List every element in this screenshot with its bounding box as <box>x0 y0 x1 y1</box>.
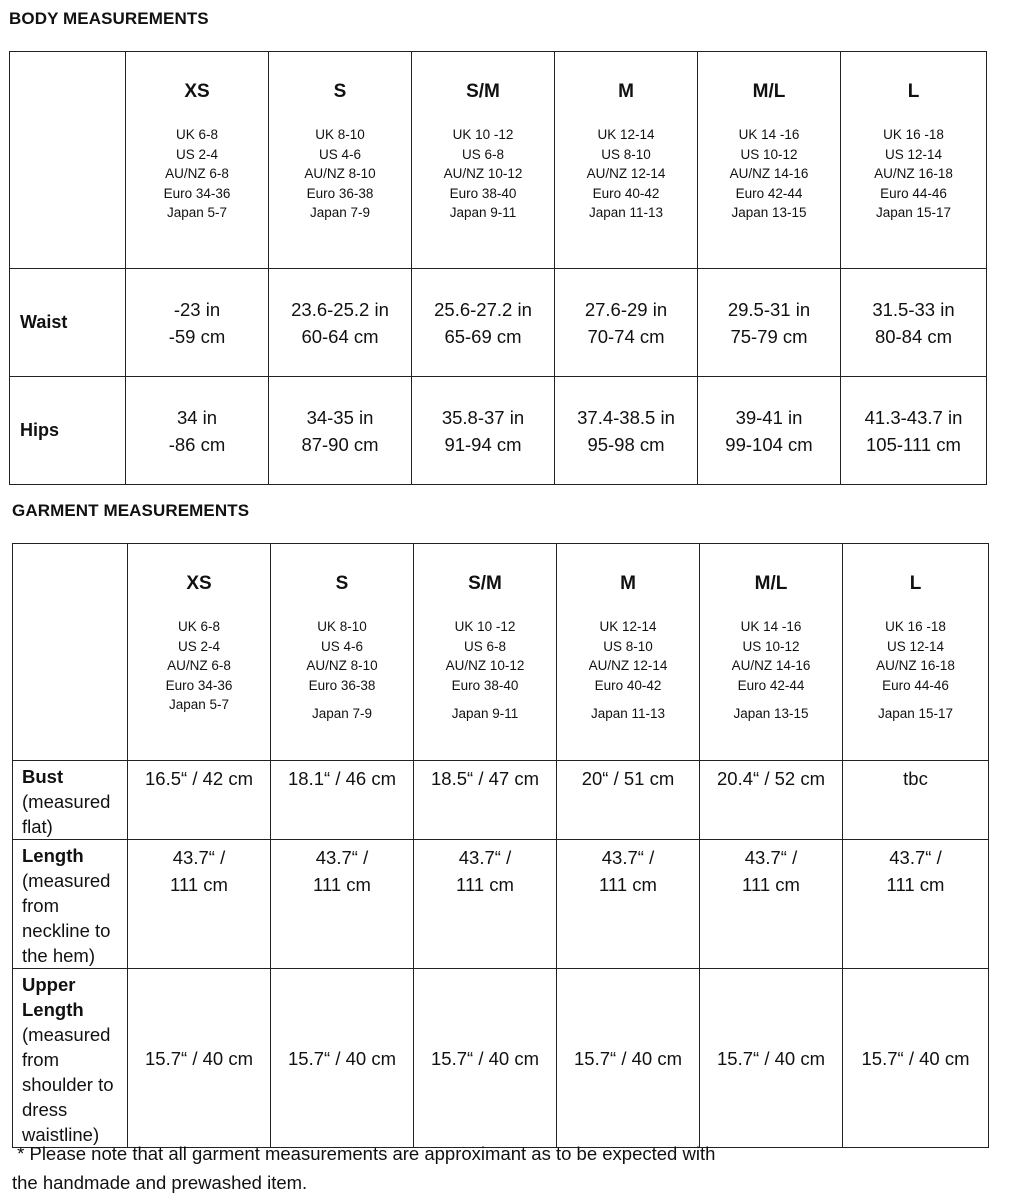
size-label: S/M <box>466 81 500 102</box>
size-column-sm <box>414 544 557 761</box>
value-cm: 99-104 cm <box>725 433 813 455</box>
aunz-size: AU/NZ 16-18 <box>876 658 955 673</box>
empty-corner-cell <box>13 544 128 761</box>
us-size: US 10-12 <box>742 638 800 654</box>
aunz-size: AU/NZ 8-10 <box>306 658 378 673</box>
size-label: S <box>333 81 347 102</box>
uk-size: UK 16 -18 <box>883 127 944 142</box>
size-label: L <box>907 81 920 102</box>
size-column-s <box>269 52 412 269</box>
value-line: 43.7“ / <box>744 847 798 868</box>
table-cell: 15.7“ / 40 cm <box>271 969 414 1148</box>
aunz-size: AU/NZ 12-14 <box>588 658 668 673</box>
row-label-length <box>13 840 128 969</box>
value-cm: 80-84 cm <box>874 325 953 347</box>
table-cell: tbc <box>843 761 989 840</box>
uk-size: UK 6-8 <box>177 619 221 634</box>
value-in: 29.5-31 in <box>727 298 811 320</box>
value-line: 43.7“ / <box>315 847 369 868</box>
euro-size: Euro 38-40 <box>451 677 519 693</box>
length-note: neckline to <box>22 920 111 941</box>
footnote-line: the handmade and prewashed item. <box>12 1172 308 1193</box>
table-cell: 15.7“ / 40 cm <box>557 969 700 1148</box>
table-cell <box>843 840 989 969</box>
value-line: 111 cm <box>742 874 800 895</box>
size-column-l <box>841 52 987 269</box>
value-line: 111 cm <box>170 874 228 895</box>
upper-length-row <box>13 969 989 1148</box>
value-line: 43.7“ / <box>889 847 942 868</box>
table-cell: 16.5“ / 42 cm <box>128 761 271 840</box>
value-line: 111 cm <box>456 874 514 895</box>
size-label: L <box>909 573 922 594</box>
table-cell <box>841 377 987 485</box>
value-cm: -59 cm <box>168 325 226 347</box>
us-size: US 10-12 <box>740 146 798 162</box>
euro-size: Euro 40-42 <box>592 185 660 201</box>
bust-label: Bust <box>22 766 64 787</box>
value-cm: 95-98 cm <box>587 433 665 455</box>
table-cell <box>698 377 841 485</box>
size-label: XS <box>184 81 210 102</box>
value-cm: 87-90 cm <box>301 433 379 455</box>
upper-length-label: Upper <box>22 974 76 995</box>
row-label-upper-length <box>13 969 128 1148</box>
upper-length-note: shoulder to <box>22 1074 114 1095</box>
table-cell <box>126 377 269 485</box>
euro-size: Euro 42-44 <box>735 185 803 201</box>
table-cell <box>414 840 557 969</box>
table-cell <box>412 269 555 377</box>
uk-size: UK 8-10 <box>315 127 365 142</box>
waist-row <box>10 269 987 377</box>
size-column-xs <box>126 52 269 269</box>
value-in: 23.6-25.2 in <box>291 298 389 320</box>
euro-size: Euro 44-46 <box>882 677 949 693</box>
value-cm: 70-74 cm <box>587 325 665 347</box>
table-cell: 18.5“ / 47 cm <box>414 761 557 840</box>
japan-size: Japan 13-15 <box>731 205 807 220</box>
value-cm: 105-111 cm <box>866 433 961 455</box>
upper-length-note: waistline) <box>22 1124 100 1145</box>
size-label: M/L <box>754 573 788 594</box>
value-line: 111 cm <box>599 874 657 895</box>
us-size: US 12-14 <box>884 146 943 162</box>
aunz-size: AU/NZ 6-8 <box>165 166 229 181</box>
value-line: 43.7“ / <box>458 847 512 868</box>
table-cell: 20.4“ / 52 cm <box>700 761 843 840</box>
japan-size: Japan 11-13 <box>590 706 666 721</box>
value-line: 111 cm <box>886 874 945 895</box>
table-cell: 15.7“ / 40 cm <box>843 969 989 1148</box>
japan-size: Japan 15-17 <box>875 205 952 220</box>
us-size: US 12-14 <box>886 638 945 654</box>
empty-corner-cell <box>10 52 126 269</box>
table-cell <box>557 840 700 969</box>
japan-size: Japan 13-15 <box>733 706 809 721</box>
value-in: 34-35 in <box>306 406 374 428</box>
japan-size: Japan 9-11 <box>449 205 517 220</box>
size-label: XS <box>186 573 212 594</box>
value-line: 43.7“ / <box>601 847 655 868</box>
us-size: US 2-4 <box>177 638 221 654</box>
japan-size: Japan 7-9 <box>309 205 371 220</box>
aunz-size: AU/NZ 14-16 <box>729 166 809 181</box>
euro-size: Euro 36-38 <box>306 185 374 201</box>
size-label: S <box>335 573 349 594</box>
aunz-size: AU/NZ 8-10 <box>304 166 376 181</box>
upper-length-note: from <box>22 1049 59 1070</box>
uk-size: UK 8-10 <box>317 619 367 634</box>
table-cell <box>700 840 843 969</box>
hips-label: Hips <box>20 420 60 440</box>
aunz-size: AU/NZ 10-12 <box>443 166 523 181</box>
table-cell <box>412 377 555 485</box>
uk-size: UK 16 -18 <box>885 619 946 634</box>
size-column-ml <box>698 52 841 269</box>
value-in: 34 in <box>176 406 218 428</box>
bust-note: (measured <box>22 791 111 812</box>
value-cm: 75-79 cm <box>730 325 808 347</box>
value-cm: 65-69 cm <box>444 325 522 347</box>
euro-size: Euro 44-46 <box>880 185 947 201</box>
garment-measurements-title: GARMENT MEASUREMENTS <box>12 501 250 520</box>
uk-size: UK 14 -16 <box>740 619 802 634</box>
uk-size: UK 10 -12 <box>452 127 514 142</box>
japan-size: Japan 15-17 <box>877 706 954 721</box>
row-label-hips <box>10 377 126 485</box>
table-cell <box>126 269 269 377</box>
table-cell <box>271 840 414 969</box>
upper-length-note: (measured <box>22 1024 111 1045</box>
bust-note: flat) <box>22 816 53 837</box>
length-note: the hem) <box>22 945 96 966</box>
upper-length-note: dress <box>22 1099 68 1120</box>
table-cell <box>841 269 987 377</box>
value-in: 31.5-33 in <box>872 298 955 320</box>
japan-size: Japan 7-9 <box>311 706 373 721</box>
size-label: M <box>618 81 634 102</box>
value-in: 37.4-38.5 in <box>577 406 675 428</box>
size-column-m <box>557 544 700 761</box>
aunz-size: AU/NZ 12-14 <box>586 166 666 181</box>
table-cell: 15.7“ / 40 cm <box>128 969 271 1148</box>
length-row <box>13 840 989 969</box>
us-size: US 6-8 <box>461 146 505 162</box>
garment-measurements-table <box>12 543 989 1148</box>
aunz-size: AU/NZ 14-16 <box>731 658 811 673</box>
euro-size: Euro 38-40 <box>449 185 517 201</box>
us-size: US 2-4 <box>175 146 219 162</box>
aunz-size: AU/NZ 6-8 <box>167 658 231 673</box>
uk-size: UK 6-8 <box>175 127 219 142</box>
footnote <box>12 1139 812 1197</box>
euro-size: Euro 42-44 <box>737 677 805 693</box>
body-measurements-table <box>9 51 987 485</box>
size-column-sm <box>412 52 555 269</box>
table-cell: 15.7“ / 40 cm <box>700 969 843 1148</box>
size-label: S/M <box>468 573 502 594</box>
japan-size: Japan 9-11 <box>451 706 519 721</box>
value-in: 27.6-29 in <box>584 298 668 320</box>
size-column-s <box>271 544 414 761</box>
table-cell: 20“ / 51 cm <box>557 761 700 840</box>
value-line: 111 cm <box>313 874 371 895</box>
table-cell <box>269 377 412 485</box>
row-label-waist <box>10 269 126 377</box>
size-label: M/L <box>752 81 786 102</box>
euro-size: Euro 40-42 <box>594 677 662 693</box>
us-size: US 6-8 <box>463 638 507 654</box>
size-column-l <box>843 544 989 761</box>
euro-size: Euro 34-36 <box>165 677 233 693</box>
us-size: US 4-6 <box>318 146 362 162</box>
us-size: US 8-10 <box>601 146 651 162</box>
footnote-line: * Please note that all garment measurements are approximant as to be expected with <box>12 1143 716 1164</box>
euro-size: Euro 36-38 <box>308 677 376 693</box>
japan-size: Japan 11-13 <box>588 205 664 220</box>
value-cm: 91-94 cm <box>444 433 522 455</box>
table-cell <box>555 377 698 485</box>
waist-label: Waist <box>20 312 68 332</box>
table-cell <box>128 840 271 969</box>
size-label: M <box>620 573 636 594</box>
euro-size: Euro 34-36 <box>163 185 231 201</box>
value-in: 41.3-43.7 in <box>864 406 963 428</box>
us-size: US 4-6 <box>320 638 364 654</box>
table-cell: 18.1“ / 46 cm <box>271 761 414 840</box>
aunz-size: AU/NZ 16-18 <box>874 166 953 181</box>
bust-row <box>13 761 989 840</box>
table-cell <box>269 269 412 377</box>
uk-size: UK 10 -12 <box>454 619 516 634</box>
japan-size: Japan 5-7 <box>168 697 230 712</box>
value-in: -23 in <box>173 298 221 320</box>
value-in: 39-41 in <box>735 406 803 428</box>
length-note: from <box>22 895 59 916</box>
length-label: Length <box>22 845 84 866</box>
size-column-xs <box>128 544 271 761</box>
uk-size: UK 14 -16 <box>738 127 800 142</box>
uk-size: UK 12-14 <box>597 127 655 142</box>
size-column-m <box>555 52 698 269</box>
hips-row <box>10 377 987 485</box>
length-note: (measured <box>22 870 111 891</box>
size-header-row <box>10 52 987 269</box>
table-cell <box>698 269 841 377</box>
value-cm: 60-64 cm <box>301 325 379 347</box>
body-measurements-title: BODY MEASUREMENTS <box>9 9 209 28</box>
aunz-size: AU/NZ 10-12 <box>445 658 525 673</box>
upper-length-label: Length <box>22 999 84 1020</box>
value-in: 25.6-27.2 in <box>434 298 532 320</box>
row-label-bust <box>13 761 128 840</box>
uk-size: UK 12-14 <box>599 619 657 634</box>
size-header-row <box>13 544 989 761</box>
size-column-ml <box>700 544 843 761</box>
japan-size: Japan 5-7 <box>166 205 228 220</box>
value-cm: -86 cm <box>168 433 226 455</box>
value-line: 43.7“ / <box>172 847 226 868</box>
table-cell: 15.7“ / 40 cm <box>414 969 557 1148</box>
table-cell <box>555 269 698 377</box>
us-size: US 8-10 <box>603 638 653 654</box>
value-in: 35.8-37 in <box>441 406 525 428</box>
